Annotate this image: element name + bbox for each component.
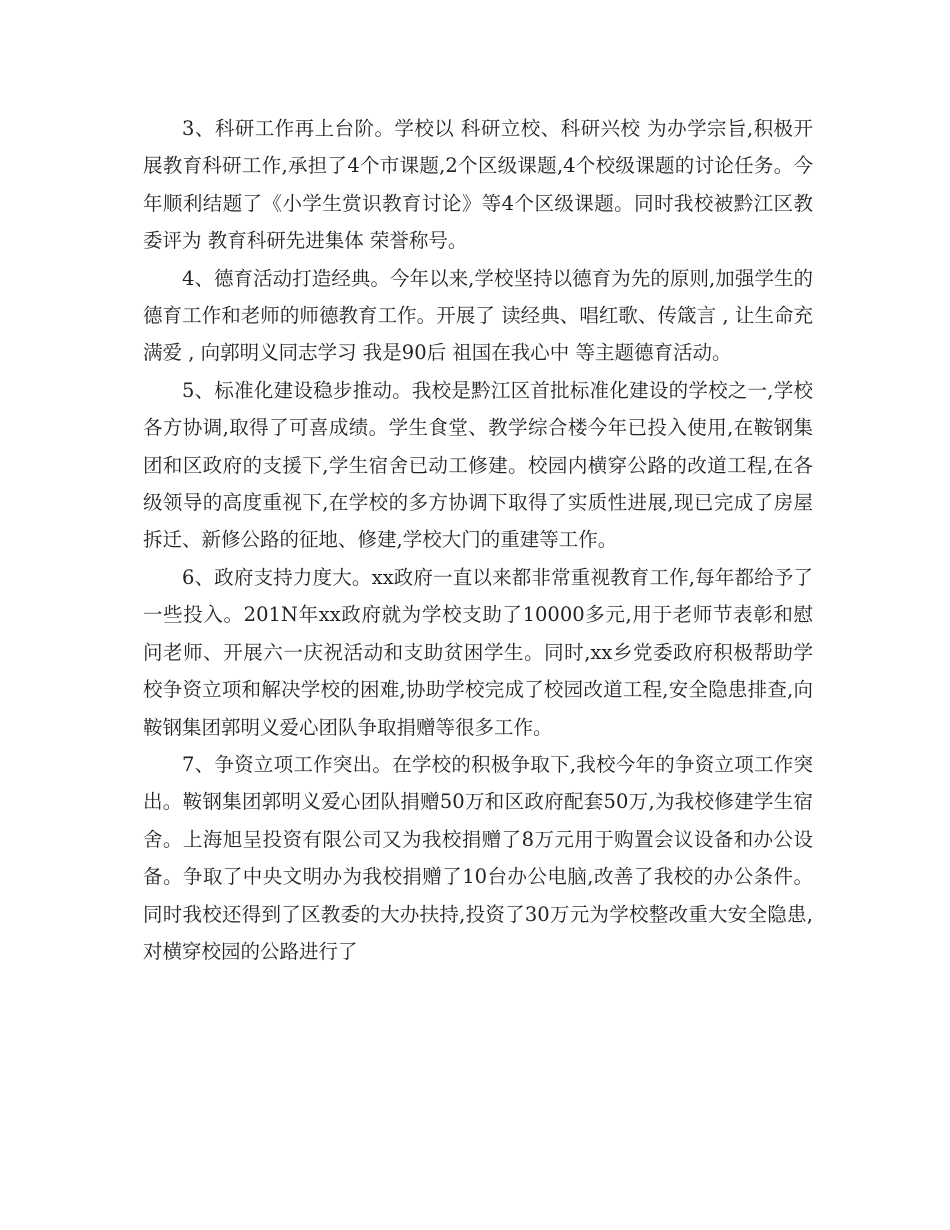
paragraph-moral-education: 4、德育活动打造经典。今年以来,学校坚持以德育为先的原则,加强学生的德育工作和老师的师德教育工作。开展了 读经典、唱红歌、传箴言 , 让生命充满爱 , 向郭明义同志学习 我是90后 祖国在我心中 等主题德育活动。 [143, 266, 813, 365]
document-body [143, 110, 813, 970]
paragraph-government-support: 6、政府支持力度大。xx政府一直以来都非常重视教育工作,每年都给予了一些投入。201N年xx政府就为学校支助了10000多元,用于老师节表彰和慰问老师、开展六一庆祝活动和支助贫困学生。同时,xx乡党委政府积极帮助学校争资立项和解决学校的困难,协助学校完成了校园改道工程,安全隐患排查,向鞍钢集团郭明义爱心团队争取捐赠等很多工作。 [143, 565, 813, 739]
paragraph-research: 3、科研工作再上台阶。学校以 科研立校、科研兴校 为办学宗旨,积极开展教育科研工作,承担了4个市课题,2个区级课题,4个校级课题的讨论任务。今年顺利结题了《小学生赏识教育讨论》等4个区级课题。同时我校被黔江区教委评为 教育科研先进集体 荣誉称号。 [143, 117, 813, 253]
paragraph-funding-projects: 7、争资立项工作突出。在学校的积极争取下,我校今年的争资立项工作突出。鞍钢集团郭明义爱心团队捐赠50万和区政府配套50万,为我校修建学生宿舍。上海旭呈投资有限公司又为我校捐赠了8万元用于购置会议设备和办公设备。争取了中央文明办为我校捐赠了10台办公电脑,改善了我校的办公条件。同时我校还得到了区教委的大办扶持,投资了30万元为学校整改重大安全隐患,对横穿校园的公路进行了 [143, 752, 813, 963]
paragraph-standardization: 5、标准化建设稳步推动。我校是黔江区首批标准化建设的学校之一,学校各方协调,取得了可喜成绩。学生食堂、教学综合楼今年已投入使用,在鞍钢集团和区政府的支援下,学生宿舍已动工修建。校园内横穿公路的改道工程,在各级领导的高度重视下,在学校的多方协调下取得了实质性进展,现已完成了房屋拆迁、新修公路的征地、修建,学校大门的重建等工作。 [143, 378, 813, 552]
